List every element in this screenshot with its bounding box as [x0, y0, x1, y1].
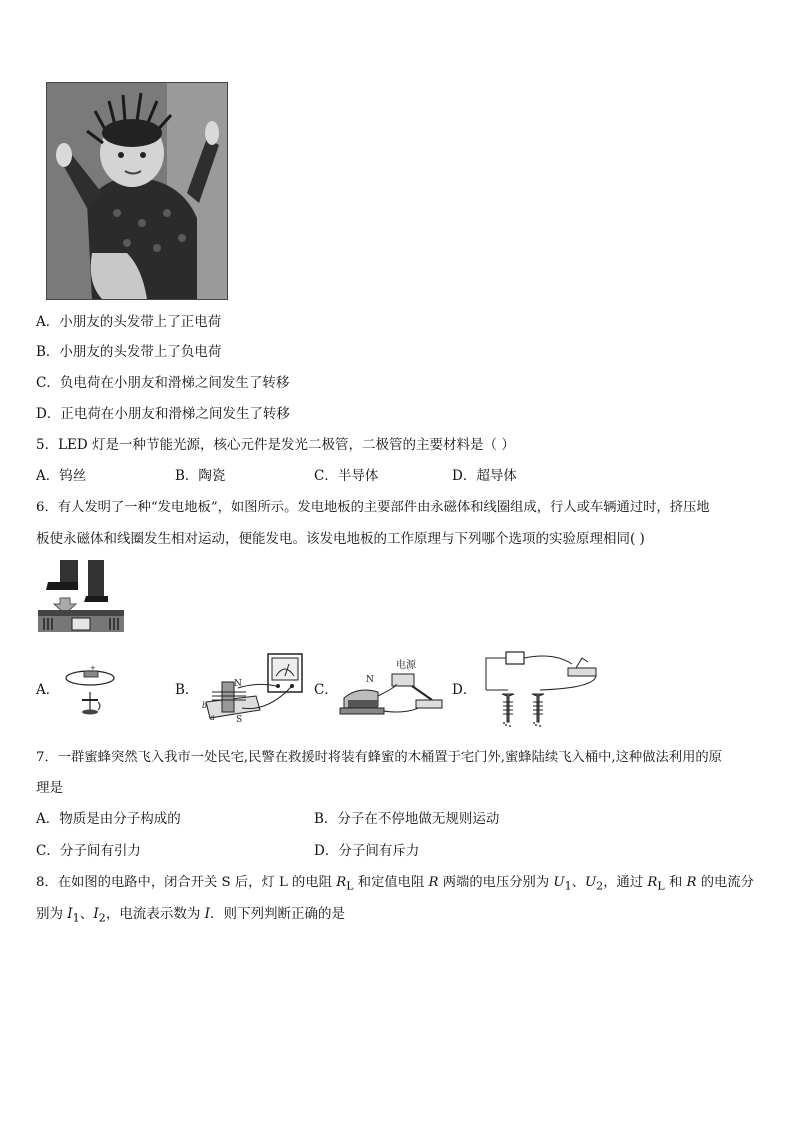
q7-option-b: B．分子在不停地做无规则运动	[314, 811, 500, 827]
q5-option-c: C．半导体	[314, 468, 379, 484]
figure-c-n-label: N	[366, 675, 374, 685]
q4-option-b: B．小朋友的头发带上了负电荷	[36, 344, 222, 360]
q4-option-a: A．小朋友的头发带上了正电荷	[36, 314, 222, 330]
q8-stem-line2: 别为 $I_1$、$I_2$，电流表示数为 I．则下列判断正确的是	[36, 906, 345, 925]
q6-stem-line1: 6．有人发明了一种“发电地板”，如图所示。发电地板的主要部件由永磁体和线圈组成，行人或车辆通过时，挤压地	[36, 500, 710, 515]
q6-option-a-label: A．	[36, 682, 60, 698]
q6-option-d-label: D．	[452, 682, 477, 698]
q5-option-b: B．陶瓷	[175, 468, 226, 484]
q6-option-b-label: B．	[175, 682, 199, 698]
q7-option-c: C．分子间有引力	[36, 843, 141, 859]
figure-b-n-label: N	[234, 679, 242, 689]
q6-figure-a	[60, 662, 120, 722]
q6-figure-c	[338, 656, 448, 722]
figure-b-s-label: S	[236, 715, 243, 725]
q5-option-a: A．钨丝	[36, 468, 87, 484]
q4-option-c: C．负电荷在小朋友和滑梯之间发生了转移	[36, 375, 290, 391]
figure-b-b-label: b	[202, 701, 208, 710]
q7-option-d: D．分子间有斥力	[314, 843, 420, 859]
q7-option-a: A．物质是由分子构成的	[36, 811, 181, 827]
q4-option-d: D．正电荷在小朋友和滑梯之间发生了转移	[36, 406, 290, 422]
svg-text:+: +	[90, 664, 96, 672]
child-photo-drawing	[47, 83, 227, 299]
figure-c-power-label: 电源	[396, 660, 416, 671]
q6-option-c-label: C．	[314, 682, 338, 698]
child-on-slide-photo	[46, 82, 228, 300]
q7-stem-line2: 理是	[36, 780, 63, 796]
q5-stem: 5．LED 灯是一种节能光源，核心元件是发光二极管，二极管的主要材料是（ ）	[36, 437, 515, 453]
q8-stem-line1: 8．在如图的电路中，闭合开关 S 后，灯 L 的电阻 $R_L$ 和定值电阻 R 两端的电压分别为 $U_1$、$U_2$，通过 $R_L$ 和 R 的电流分	[36, 875, 754, 893]
power-floor-figure	[38, 560, 124, 634]
q6-stem-line2: 板使永磁体和线圈发生相对运动，便能发电。该发电地板的工作原理与下列哪个选项的实验原理相同( )	[36, 531, 645, 547]
figure-b-a-label: a	[210, 713, 215, 722]
q6-figure-d	[484, 650, 602, 728]
q6-figure-b	[198, 652, 308, 726]
q5-option-d: D．超导体	[452, 468, 517, 484]
q7-stem-line1: 7．一群蜜蜂突然飞入我市一处民宅,民警在救援时将装有蜂蜜的木桶置于宅门外,蜜蜂陆续飞入桶中,这种做法利用的原	[36, 750, 722, 765]
